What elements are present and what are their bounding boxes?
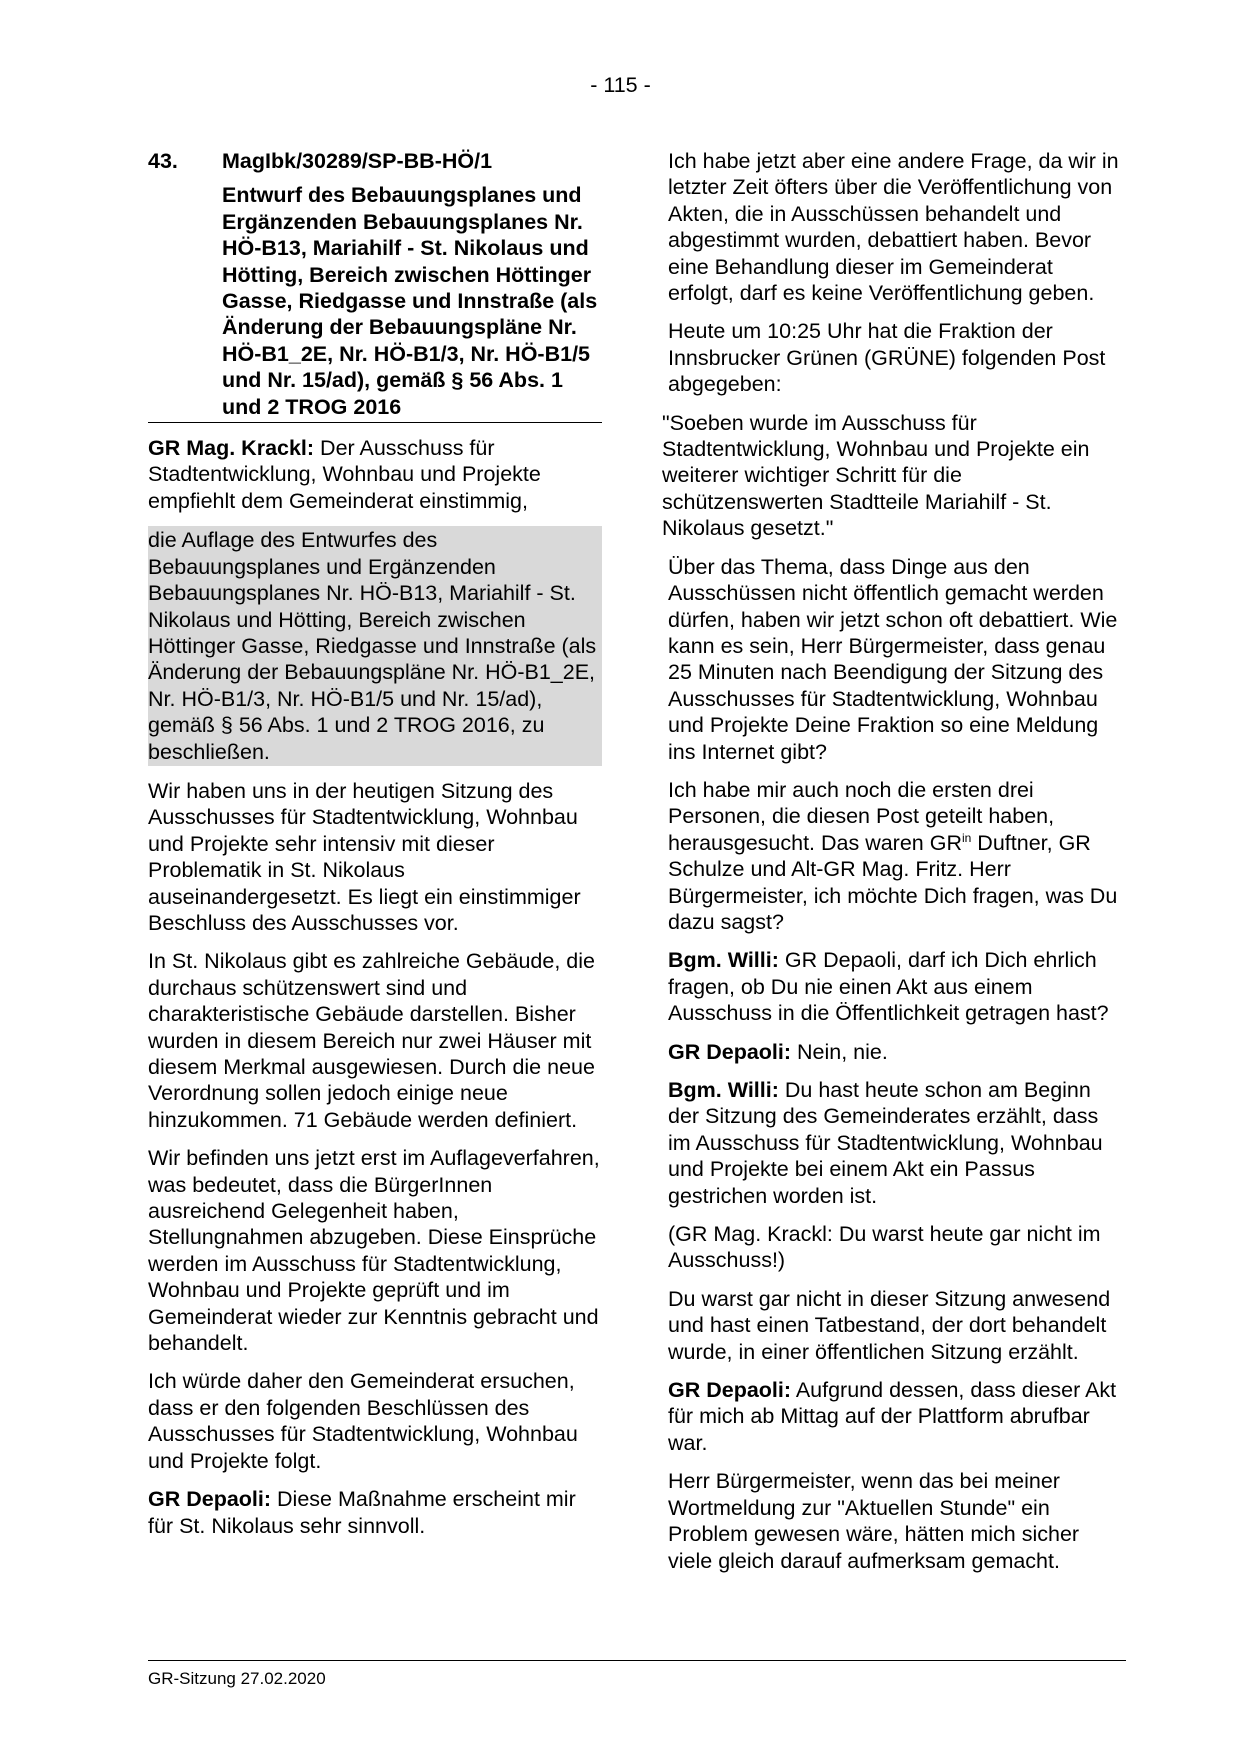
paragraph: Ich habe jetzt aber eine andere Frage, da wir in letzter Zeit öfters über die Veröffentlichung von Akten, die in Ausschüssen behandelt und abgestimmt wurden, debattiert haben. Bevor eine Behandlung dieser im Gemeinderat erfolgt, darf es keine Veröffentlichung geben. <box>668 149 1119 306</box>
left-column <box>148 148 602 1551</box>
interjection: (GR Mag. Krackl: Du warst heute gar nicht im Ausschuss!) <box>668 1222 1101 1273</box>
paragraph <box>668 1077 1124 1209</box>
speech-text: Aufgrund dessen, dass dieser Akt für mich ab Mittag auf der Plattform abrufbar war. <box>668 1378 1117 1455</box>
footer-divider <box>148 1660 1126 1661</box>
paragraph: In St. Nikolaus gibt es zahlreiche Gebäude, die durchaus schützenswert sind und charakteristische Gebäude darstellen. Bisher wurden in diesem Bereich nur zwei Häuser mit diesem Merkmal ausgewiesen. Durch die neue Verordnung sollen jedoch einige neue hinzukommen. 71 Gebäude werden definiert. <box>148 949 595 1132</box>
motion-text: die Auflage des Entwurfes des Bebauungsplanes und Ergänzenden Bebauungsplanes Nr. HÖ-B13, Mariahilf - St. Nikolaus und Hötting, Bereich zwischen Höttinger Gasse, Riedgasse und Innstraße (als Änderung der Bebauungspläne Nr. HÖ-B1_2E, Nr. HÖ-B1/3, Nr. HÖ-B1/5 und Nr. 15/ad), gemäß § 56 Abs. 1 und 2 TROG 2016, zu beschließen. <box>148 526 602 766</box>
speech-text: Diese Maßnahme erscheint mir für St. Nikolaus sehr sinnvoll. <box>148 1487 576 1538</box>
paragraph <box>148 1486 602 1539</box>
speech-text: Der Ausschuss für Stadtentwicklung, Wohnbau und Projekte empfiehlt dem Gemeinderat einstimmig, <box>148 436 541 513</box>
agenda-item-code: MagIbk/30289/SP-BB-HÖ/1 <box>222 149 493 173</box>
paragraph: Heute um 10:25 Uhr hat die Fraktion der Innsbrucker Grünen (GRÜNE) folgenden Post abgegeben: <box>668 319 1106 397</box>
paragraph: Wir haben uns in der heutigen Sitzung des Ausschusses für Stadtentwicklung, Wohnbau und Projekte sehr intensiv mit dieser Problematik in St. Nikolaus auseinandergesetzt. Es liegt ein einstimmiger Beschluss des Ausschusses vor. <box>148 778 581 935</box>
speaker-name: GR Mag. Krackl: <box>148 436 315 461</box>
paragraph <box>148 435 602 514</box>
speech-text: Nein, nie. <box>791 1039 888 1064</box>
footer-text: GR-Sitzung 27.02.2020 <box>148 1669 326 1688</box>
right-column <box>662 148 1124 1586</box>
paragraph: Wir befinden uns jetzt erst im Auflageverfahren, was bedeutet, dass die BürgerInnen ausreichend Gelegenheit haben, Stellungnahmen abzugeben. Diese Einsprüche werden im Ausschuss für Stadtentwicklung, Wohnbau und Projekte geprüft und im Gemeinderat wieder zur Kenntnis gebracht und behandelt. <box>148 1146 600 1356</box>
paragraph: Ich würde daher den Gemeinderat ersuchen, dass er den folgenden Beschlüssen des Ausschusses für Stadtentwicklung, Wohnbau und Projekte folgt. <box>148 1369 578 1473</box>
speech-text: Ich habe mir auch noch die ersten drei Personen, die diesen Post geteilt haben, herausgesucht. Das waren GR <box>668 777 1055 855</box>
speech-text: Du hast heute schon am Beginn der Sitzung des Gemeinderates erzählt, dass im Ausschuss für Stadtentwicklung, Wohnbau und Projekte bei einem Akt ein Passus gestrichen worden ist. <box>668 1078 1103 1208</box>
speaker-name: GR Depaoli: <box>148 1487 272 1512</box>
speech-text: Duftner, GR Schulze und Alt-GR Mag. Fritz. Herr Bürgermeister, ich möchte Dich fragen, was Du dazu sagst? <box>668 830 1118 934</box>
paragraph: Herr Bürgermeister, wenn das bei meiner Wortmeldung zur "Aktuellen Stunde" ein Problem gewesen wäre, hätten mich sicher viele gleich darauf aufmerksam gemacht. <box>668 1469 1080 1573</box>
agenda-item-number: 43. <box>148 149 178 173</box>
quoted-post: "Soeben wurde im Ausschuss für Stadtentwicklung, Wohnbau und Projekte ein weiterer wichtiger Schritt für die schützenswerten Stadtteile Mariahilf - St. Nikolaus gesetzt." <box>662 410 1090 541</box>
agenda-item-header <box>148 148 602 423</box>
speaker-name: GR Depaoli: <box>668 1378 792 1403</box>
paragraph <box>668 777 1124 935</box>
page-number: - 115 - <box>590 73 651 97</box>
agenda-item-title: Entwurf des Bebauungsplanes und Ergänzenden Bebauungsplanes Nr. HÖ-B13, Mariahilf - St. Nikolaus und Hötting, Bereich zwischen Höttinger Gasse, Riedgasse und Innstraße (als Änderung der Bebauungspläne Nr. HÖ-B1_2E, Nr. HÖ-B1/3, Nr. HÖ-B1/5 und Nr. 15/ad), gemäß § 56 Abs. 1 und 2 TROG 2016 <box>222 183 598 419</box>
paragraph: Über das Thema, dass Dinge aus den Ausschüssen nicht öffentlich gemacht werden dürfen, haben wir jetzt schon oft debattiert. Wie kann es sein, Herr Bürgermeister, dass genau 25 Minuten nach Beendigung der Sitzung des Ausschusses für Stadtentwicklung, Wohnbau und Projekte Deine Fraktion so eine Meldung ins Internet gibt? <box>668 554 1118 764</box>
speaker-name: Bgm. Willi: <box>668 1078 779 1102</box>
paragraph <box>668 1377 1124 1456</box>
speaker-name: Bgm. Willi: <box>668 948 779 973</box>
paragraph: Du warst gar nicht in dieser Sitzung anwesend und hast einen Tatbestand, der dort behandelt wurde, in einer öffentlichen Sitzung erzählt. <box>668 1286 1111 1364</box>
paragraph <box>668 947 1124 1026</box>
speaker-name: GR Depaoli: <box>668 1039 792 1064</box>
superscript: in <box>961 830 972 845</box>
speech-text: GR Depaoli, darf ich Dich ehrlich fragen, ob Du nie einen Akt aus einem Ausschuss in die Öffentlichkeit getragen hast? <box>668 948 1109 1026</box>
paragraph <box>668 1039 1124 1065</box>
